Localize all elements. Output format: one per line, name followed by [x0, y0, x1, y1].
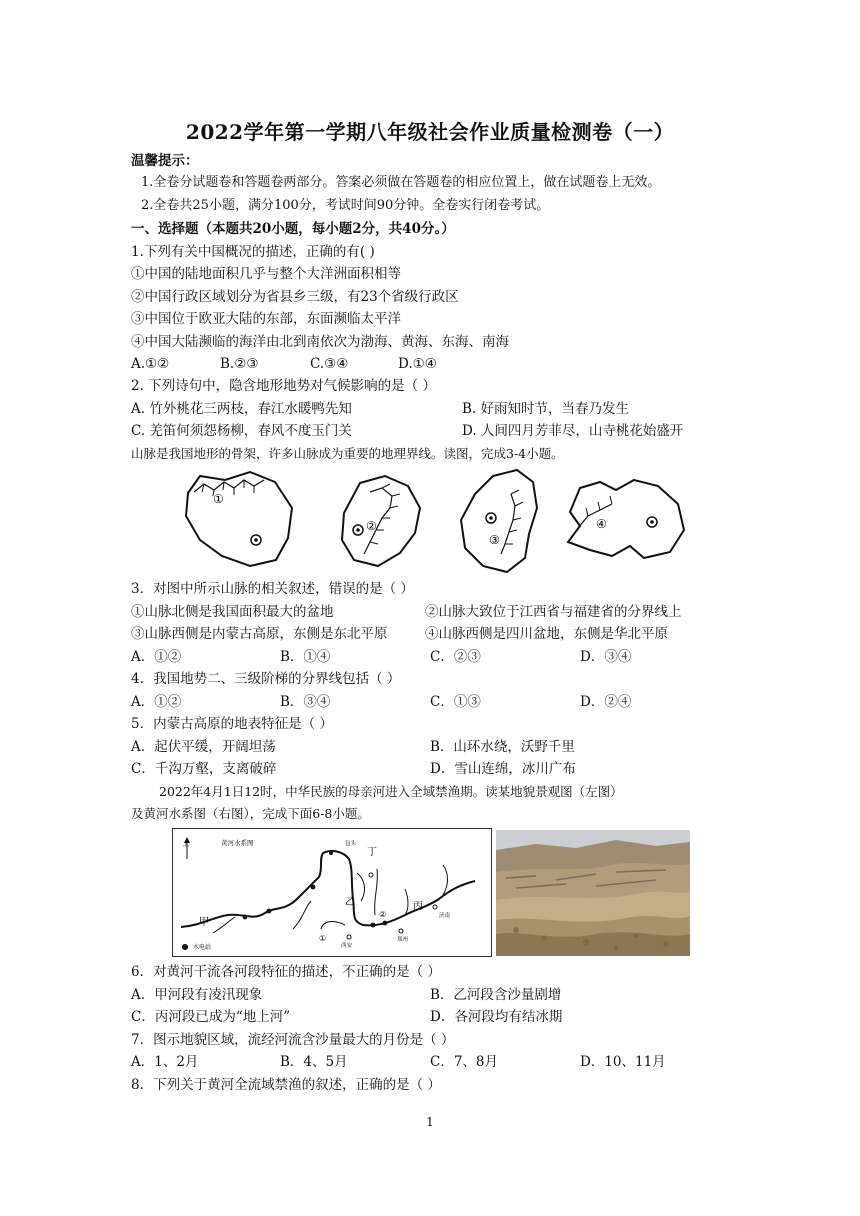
option: C．①③ — [430, 694, 481, 710]
yellow-river-map — [172, 828, 492, 957]
option: C.③④ — [310, 356, 349, 372]
notice-heading: 温馨提示： — [131, 153, 199, 169]
option: D. 人间四月芳菲尽，山寺桃花始盛开 — [462, 423, 684, 439]
statement: ③山脉西侧是内蒙古高原，东侧是东北平原 — [131, 626, 388, 642]
notice-item: 1.全卷分试题卷和答题卷两部分。答案必须做在答题卷的相应位置上，做在试题卷上无效。 — [141, 175, 661, 190]
option: B．③④ — [280, 694, 331, 710]
label-ding: 丁 — [367, 847, 377, 858]
question-stem: 5．内蒙古高原的地表特征是（ ） — [131, 716, 333, 732]
option: B．4、5月 — [280, 1054, 348, 1070]
statement: ①中国的陆地面积几乎与整个大洋洲面积相等 — [131, 266, 401, 282]
option: C. 羌笛何须怨杨柳，春风不度玉门关 — [131, 423, 352, 439]
option: A.①② — [131, 356, 170, 372]
option: A．甲河段有凌汛现象 — [131, 987, 263, 1003]
statement: ④中国大陆濒临的海洋由北到南依次为渤海、黄海、东海、南海 — [131, 334, 509, 350]
question-stem: 1.下列有关中国概况的描述，正确的有( ) — [131, 244, 375, 260]
map-label: ② — [366, 519, 377, 533]
label-yi: 乙 — [345, 897, 355, 908]
option: B．乙河段含沙量剧增 — [430, 987, 562, 1003]
label-jia: 甲 — [199, 917, 209, 928]
map-label: ③ — [489, 533, 500, 547]
option: A．1、2月 — [131, 1054, 199, 1070]
option: A．①② — [131, 694, 182, 710]
notice-item: 2.全卷共25小题，满分100分，考试时间90分钟。全卷实行闭卷考试。 — [141, 198, 550, 213]
statement: ④山脉西侧是四川盆地，东侧是华北平原 — [425, 626, 668, 642]
map-title: 黄河水系图 — [221, 839, 254, 847]
label-1: ① — [319, 934, 327, 943]
city-zhengzhou: 郑州 — [397, 937, 409, 943]
passage: 2022年4月1日12时，中华民族的母亲河进入全域禁渔期。读某地貌景观图（左图） — [159, 784, 623, 799]
map-label: ④ — [596, 517, 607, 531]
question-stem: 7．图示地貌区域，流经河流含沙量最大的月份是（ ） — [131, 1032, 455, 1048]
option: D．雪山连绵，冰川广布 — [430, 761, 576, 777]
mountain-map-3 — [455, 468, 545, 578]
passage: 及黄河水系图（右图），完成下面6-8小题。 — [131, 806, 370, 821]
option: C．7、8月 — [430, 1054, 499, 1070]
north-label: 北 — [183, 841, 190, 848]
section-heading: 一、选择题（本题共20小题，每小题2分，共40分。） — [131, 221, 455, 237]
question-stem: 8．下列关于黄河全流域禁渔的叙述，正确的是（ ） — [131, 1077, 441, 1093]
page-title: 2022学年第一学期八年级社会作业质量检测卷（一） — [185, 120, 675, 144]
legend-label: 水电站 — [193, 944, 212, 951]
mountain-map-2 — [330, 468, 425, 573]
statement: ②中国行政区域划分为省县乡三级，有23个省级行政区 — [131, 289, 459, 305]
passage: 山脉是我国地形的骨架，许多山脉成为重要的地理界线。读图，完成3-4小题。 — [131, 446, 564, 461]
loess-landscape-photo — [496, 830, 690, 956]
statement: ②山脉大致位于江西省与福建省的分界线上 — [425, 604, 682, 620]
option: D．各河段均有结冰期 — [430, 1009, 563, 1025]
option: D．10、11月 — [580, 1054, 666, 1070]
question-stem: 3．对图中所示山脉的相关叙述，错误的是（ ） — [131, 581, 414, 597]
statement: ③中国位于欧亚大陆的东部，东面濒临太平洋 — [131, 311, 401, 327]
option: D.①④ — [398, 356, 437, 372]
option: B.②③ — [220, 356, 259, 372]
question-stem: 2. 下列诗句中，隐含地形地势对气候影响的是（ ） — [131, 378, 436, 394]
label-2: ② — [379, 910, 387, 919]
mountain-map-1 — [180, 468, 300, 573]
option: A. 竹外桃花三两枝，春江水暖鸭先知 — [131, 401, 352, 417]
option: B. 好雨知时节，当春乃发生 — [462, 401, 630, 417]
city-jinan: 济南 — [439, 913, 451, 919]
option: B．①④ — [280, 649, 331, 665]
option: C．丙河段已成为“地上河” — [131, 1009, 291, 1025]
map-label: ① — [213, 492, 224, 506]
option: B．山环水绕，沃野千里 — [430, 739, 575, 755]
label-bing: 丙 — [413, 901, 423, 912]
mountain-map-4 — [560, 468, 690, 568]
option: D．③④ — [580, 649, 632, 665]
statement: ①山脉北侧是我国面积最大的盆地 — [131, 604, 334, 620]
option: C．千沟万壑，支离破碎 — [131, 761, 277, 777]
page-number: 1 — [426, 1115, 434, 1129]
option: A．起伏平缓，开阔坦荡 — [131, 739, 276, 755]
question-stem: 6．对黄河干流各河段特征的描述，不正确的是（ ） — [131, 964, 441, 980]
option: A．①② — [131, 649, 182, 665]
city-baotou: 包头 — [345, 841, 357, 847]
option: C．②③ — [430, 649, 481, 665]
question-stem: 4．我国地势二、三级阶梯的分界线包括（ ） — [131, 671, 401, 687]
option: D．②④ — [580, 694, 632, 710]
city-xian: 西安 — [341, 943, 353, 949]
